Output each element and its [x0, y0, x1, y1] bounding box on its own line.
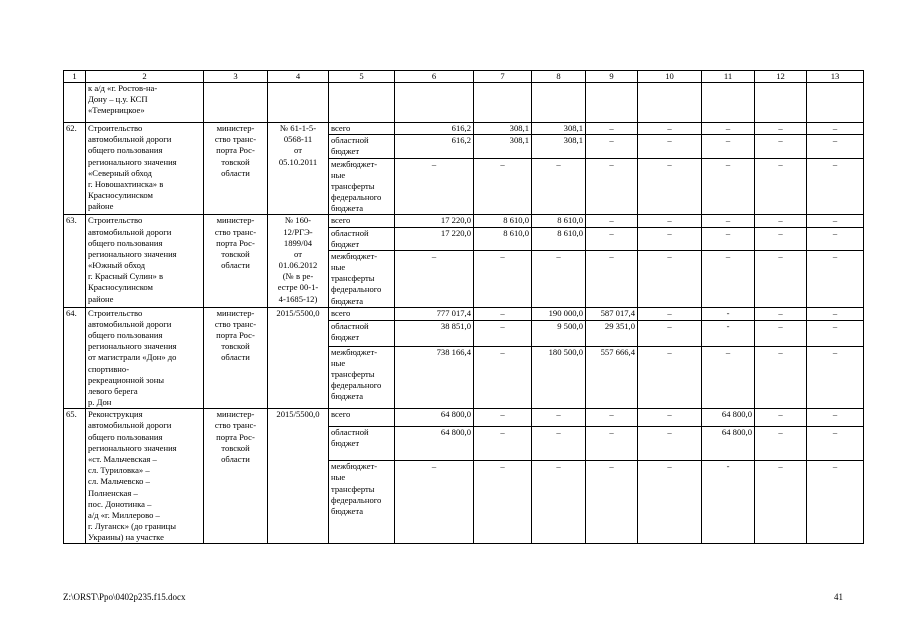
- amount-cell: –: [474, 409, 532, 427]
- funding-source-label: всего: [329, 215, 395, 227]
- funding-source-label: межбюджет- ные трансферты федерального бюджета: [329, 346, 395, 409]
- amount-cell: –: [755, 461, 807, 544]
- amount-cell: –: [702, 123, 755, 135]
- column-header: 7: [474, 71, 532, 83]
- project-name: Строительство автомобильной дороги общего пользования регионального значения «Северный обход г. Новошахтинска» в Красносулинском районе: [86, 123, 204, 215]
- amount-cell: 738 166,4: [395, 346, 474, 409]
- amount-cell: 8 610,0: [474, 227, 532, 250]
- project-name: Строительство автомобильной дороги общего пользования регионального значения «Южный обход г. Красный Сулин» в Красносулинском районе: [86, 215, 204, 307]
- amount-cell: –: [702, 227, 755, 250]
- column-header: 9: [586, 71, 638, 83]
- amount-cell: –: [755, 321, 807, 347]
- amount-cell: –: [807, 158, 864, 215]
- page-number: 41: [834, 592, 843, 602]
- amount-cell: 38 851,0: [395, 321, 474, 347]
- funding-source-label: межбюджет- ные трансферты федерального бюджета: [329, 461, 395, 544]
- amount-cell: 8 610,0: [474, 215, 532, 227]
- amount-cell: 8 610,0: [532, 215, 586, 227]
- amount-cell: –: [532, 158, 586, 215]
- amount-cell: –: [755, 250, 807, 307]
- amount-cell: –: [474, 346, 532, 409]
- column-header: 3: [204, 71, 268, 83]
- column-header: 4: [268, 71, 329, 83]
- file-path: Z:\ORST\Ppo\0402p235.f15.docx: [63, 592, 186, 602]
- funding-source-label: всего: [329, 123, 395, 135]
- amount-cell: 180 500,0: [532, 346, 586, 409]
- document-ref-cell: № 61-1-5- 0568-11 от 05.10.2011: [268, 123, 329, 215]
- amount-cell: –: [755, 307, 807, 320]
- amount-cell: –: [638, 123, 702, 135]
- amount-cell: –: [638, 307, 702, 320]
- amount-cell: –: [807, 227, 864, 250]
- amount-cell: 64 800,0: [395, 427, 474, 461]
- amount-cell: –: [638, 215, 702, 227]
- amount-cell: –: [807, 307, 864, 320]
- column-header: 11: [702, 71, 755, 83]
- amount-cell: 29 351,0: [586, 321, 638, 347]
- amount-cell: –: [586, 135, 638, 158]
- document-ref-cell: 2015/5500,0: [268, 409, 329, 544]
- amount-cell: –: [755, 123, 807, 135]
- document-ref-cell: 2015/5500,0: [268, 307, 329, 409]
- amount-cell: –: [807, 346, 864, 409]
- project-name: Строительство автомобильной дороги общего пользования регионального значения от магистрали «Дон» до спортивно- рекреационной зоны левого берега р. Дон: [86, 307, 204, 409]
- funding-source-label: всего: [329, 409, 395, 427]
- amount-cell: –: [755, 135, 807, 158]
- amount-cell: –: [532, 427, 586, 461]
- document-ref-cell: № 160- 12/РГЭ- 1899/04 от 01.06.2012 (№ в ре- естре 00-1- 4-1685-12): [268, 215, 329, 307]
- amount-cell: –: [586, 227, 638, 250]
- amount-cell: –: [702, 215, 755, 227]
- amount-cell: –: [474, 158, 532, 215]
- project-row: [64, 307, 864, 320]
- customer-cell: министер- ство транс- порта Рос- товской области: [204, 215, 268, 307]
- amount-cell: –: [755, 158, 807, 215]
- funding-source-label: межбюджет- ные трансферты федерального бюджета: [329, 158, 395, 215]
- amount-cell: 616,2: [395, 123, 474, 135]
- row-number: 65.: [64, 409, 86, 544]
- project-name-continued: к а/д «г. Ростов-на- Дону – ц.у. КСП «Темерницкое»: [86, 83, 204, 123]
- amount-cell: –: [702, 135, 755, 158]
- funding-source-label: областной бюджет: [329, 135, 395, 158]
- row-number: 62.: [64, 123, 86, 215]
- amount-cell: –: [586, 215, 638, 227]
- amount-cell: –: [702, 346, 755, 409]
- amount-cell: 64 800,0: [395, 409, 474, 427]
- amount-cell: –: [638, 461, 702, 544]
- amount-cell: –: [474, 250, 532, 307]
- amount-cell: –: [807, 461, 864, 544]
- amount-cell: –: [807, 135, 864, 158]
- amount-cell: –: [702, 158, 755, 215]
- amount-cell: 8 610,0: [532, 227, 586, 250]
- amount-cell: –: [638, 321, 702, 347]
- column-header: 5: [329, 71, 395, 83]
- amount-cell: –: [755, 427, 807, 461]
- column-header: 8: [532, 71, 586, 83]
- amount-cell: 17 220,0: [395, 215, 474, 227]
- amount-cell: –: [807, 321, 864, 347]
- amount-cell: –: [532, 250, 586, 307]
- amount-cell: –: [638, 135, 702, 158]
- column-header: 13: [807, 71, 864, 83]
- project-row: [64, 123, 864, 135]
- amount-cell: -: [702, 321, 755, 347]
- continuation-row: [64, 83, 864, 123]
- amount-cell: -: [702, 307, 755, 320]
- amount-cell: 777 017,4: [395, 307, 474, 320]
- amount-cell: –: [532, 461, 586, 544]
- column-header: 12: [755, 71, 807, 83]
- amount-cell: 616,2: [395, 135, 474, 158]
- funding-source-label: областной бюджет: [329, 321, 395, 347]
- amount-cell: 308,1: [532, 123, 586, 135]
- amount-cell: –: [807, 250, 864, 307]
- amount-cell: –: [532, 409, 586, 427]
- amount-cell: –: [807, 409, 864, 427]
- amount-cell: –: [638, 346, 702, 409]
- column-header: 10: [638, 71, 702, 83]
- amount-cell: 308,1: [474, 135, 532, 158]
- project-row: [64, 409, 864, 427]
- amount-cell: –: [638, 158, 702, 215]
- amount-cell: –: [586, 461, 638, 544]
- header-row: [64, 71, 864, 83]
- amount-cell: –: [586, 158, 638, 215]
- amount-cell: –: [638, 427, 702, 461]
- column-header: 6: [395, 71, 474, 83]
- amount-cell: 64 800,0: [702, 409, 755, 427]
- amount-cell: –: [586, 250, 638, 307]
- customer-cell: министер- ство транс- порта Рос- товской области: [204, 123, 268, 215]
- amount-cell: 557 666,4: [586, 346, 638, 409]
- amount-cell: –: [395, 158, 474, 215]
- amount-cell: -: [702, 461, 755, 544]
- amount-cell: 587 017,4: [586, 307, 638, 320]
- amount-cell: –: [638, 250, 702, 307]
- amount-cell: –: [474, 321, 532, 347]
- budget-table: [63, 70, 864, 544]
- amount-cell: –: [586, 427, 638, 461]
- project-row: [64, 215, 864, 227]
- amount-cell: –: [638, 409, 702, 427]
- amount-cell: –: [755, 409, 807, 427]
- amount-cell: 17 220,0: [395, 227, 474, 250]
- amount-cell: 9 500,0: [532, 321, 586, 347]
- amount-cell: –: [755, 227, 807, 250]
- funding-source-label: областной бюджет: [329, 427, 395, 461]
- amount-cell: –: [474, 307, 532, 320]
- amount-cell: –: [395, 461, 474, 544]
- funding-source-label: всего: [329, 307, 395, 320]
- amount-cell: –: [755, 346, 807, 409]
- amount-cell: 64 800,0: [702, 427, 755, 461]
- amount-cell: –: [807, 215, 864, 227]
- funding-source-label: межбюджет- ные трансферты федерального бюджета: [329, 250, 395, 307]
- row-number: 63.: [64, 215, 86, 307]
- row-number: 64.: [64, 307, 86, 409]
- amount-cell: –: [638, 227, 702, 250]
- funding-source-label: областной бюджет: [329, 227, 395, 250]
- amount-cell: –: [807, 123, 864, 135]
- column-header: 1: [64, 71, 86, 83]
- project-name: Реконструкция автомобильной дороги общего пользования регионального значения «ст. Мальчевская – сл. Туриловка» – сл. Мальчевско – Полненская – пос. Донотинка – а/д «г. Миллерово – г. Луганск» (до границы Украины) на участке: [86, 409, 204, 544]
- amount-cell: 308,1: [474, 123, 532, 135]
- amount-cell: –: [395, 250, 474, 307]
- amount-cell: 308,1: [532, 135, 586, 158]
- amount-cell: –: [586, 123, 638, 135]
- column-header: 2: [86, 71, 204, 83]
- amount-cell: –: [807, 427, 864, 461]
- amount-cell: –: [474, 427, 532, 461]
- amount-cell: –: [586, 409, 638, 427]
- amount-cell: –: [755, 215, 807, 227]
- customer-cell: министер- ство транс- порта Рос- товской области: [204, 307, 268, 409]
- amount-cell: 190 000,0: [532, 307, 586, 320]
- amount-cell: –: [702, 250, 755, 307]
- amount-cell: –: [474, 461, 532, 544]
- customer-cell: министер- ство транс- порта Рос- товской области: [204, 409, 268, 544]
